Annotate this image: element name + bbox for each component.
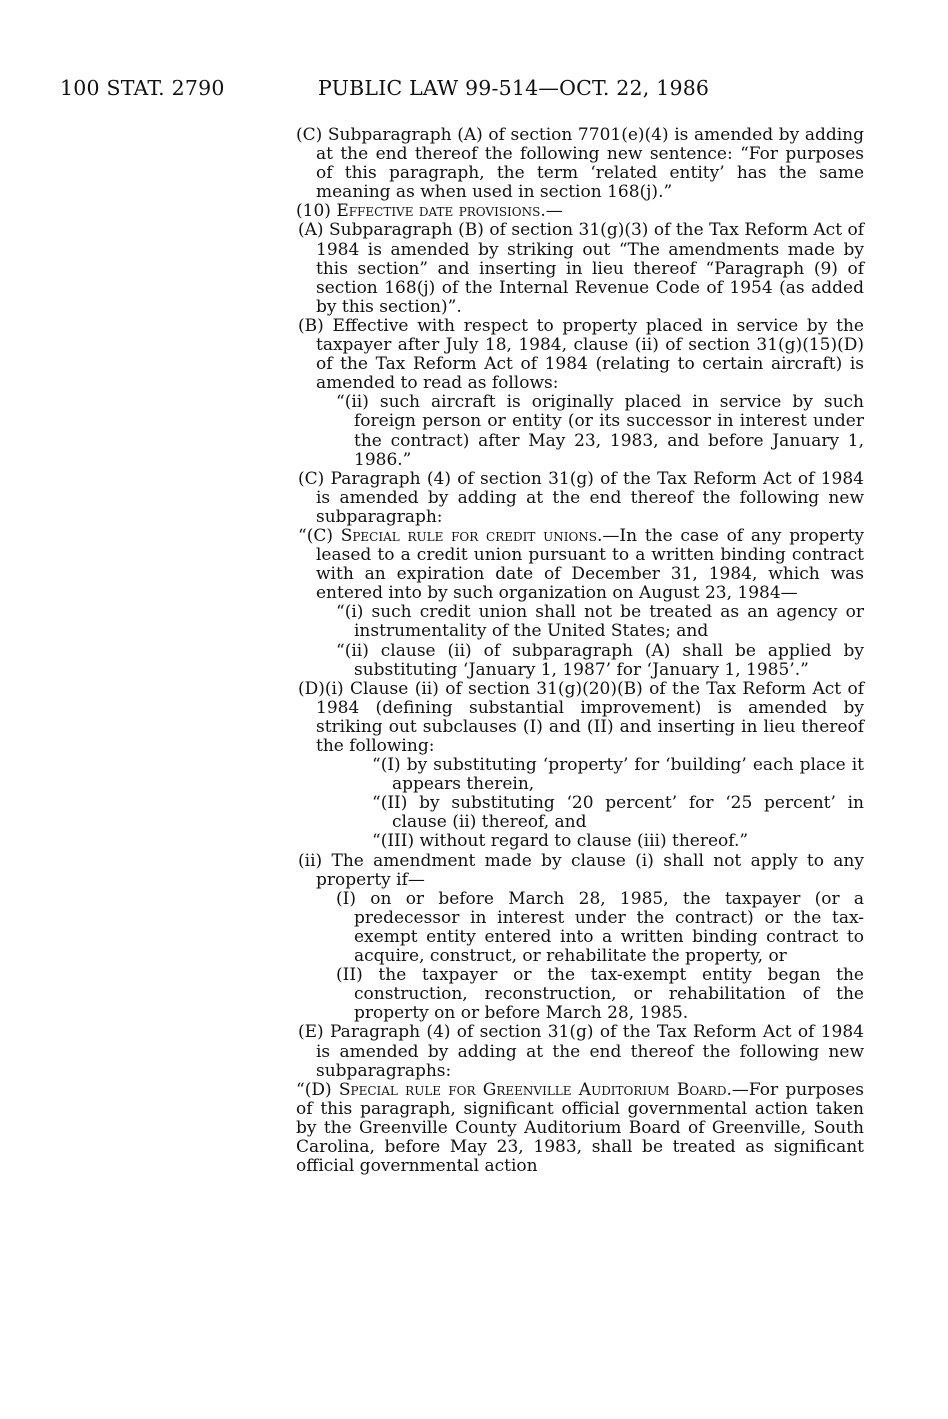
paragraph-10-e bbox=[296, 1023, 864, 1080]
paragraph-text: “(I) by substituting ‘property’ for ‘building’ each place it appears therein, bbox=[372, 755, 864, 795]
paragraph-text: (ii) The amendment made by clause (i) shall not apply to any property if— bbox=[298, 850, 864, 890]
paragraph-text: “(ii) such aircraft is originally placed in service by such foreign person or entity (or its successor in interest under the contract) after May 23, 1983, and before January 1, 1986.” bbox=[336, 392, 864, 470]
paragraph-text: (D)(i) Clause (ii) of section 31(g)(20)(B) of the Tax Reform Act of 1984 (defining substantial improvement) is amended by striking out subclauses (I) and (II) and inserting in lieu thereof the following: bbox=[298, 678, 864, 756]
paragraph-10-b bbox=[296, 317, 864, 393]
paragraph-10-a bbox=[296, 221, 864, 316]
paragraph-10-d-i bbox=[296, 680, 864, 756]
paragraph-text: — bbox=[545, 201, 563, 222]
stat-page-number: 100 STAT. 2790 bbox=[60, 76, 225, 100]
quoted-clause-i-credit-union bbox=[296, 603, 864, 641]
quoted-subclause-iii bbox=[296, 832, 864, 851]
subclause-ii-construction bbox=[296, 966, 864, 1023]
paragraph-10-c bbox=[296, 470, 864, 527]
law-title: PUBLIC LAW 99-514—OCT. 22, 1986 bbox=[318, 76, 710, 100]
paragraph-heading: Effective date provisions. bbox=[336, 201, 546, 222]
paragraph-heading: Special rule for credit unions. bbox=[340, 525, 603, 546]
paragraph-text: (II) the taxpayer or the tax-exempt entity began the construction, reconstruction, or rehabilitation of the property on or before March 28, 1985. bbox=[336, 965, 864, 1024]
paragraph-heading: Special rule for Greenville Auditorium Board. bbox=[338, 1079, 732, 1100]
paragraph-10-d-ii bbox=[296, 852, 864, 890]
statute-body bbox=[296, 126, 864, 1176]
paragraph-text: “(i) such credit union shall not be treated as an agency or instrumentality of the United States; and bbox=[336, 602, 864, 642]
paragraph-text: (I) on or before March 28, 1985, the taxpayer (or a predecessor in interest under the contract) or the tax-exempt entity entered into a written binding contract to acquire, construct, or rehabilitate the property, or bbox=[336, 888, 864, 967]
paragraph-text: —For purposes of this paragraph, significant official governmental action taken by the Greenville County Auditorium Board of Greenville, South Carolina, before May 23, 1983, shall be treated as significant official governmental action bbox=[296, 1079, 864, 1177]
quoted-subparagraph-d-greenville bbox=[296, 1081, 864, 1176]
paragraph-text: —In the case of any property leased to a credit union pursuant to a written binding contract with an expiration date of December 31, 1984, which was entered into by such organization on August 23, 1984— bbox=[316, 525, 864, 604]
subclause-i-binding-contract bbox=[296, 890, 864, 966]
paragraph-c-7701 bbox=[296, 126, 864, 202]
quoted-subclause-ii bbox=[296, 794, 864, 832]
paragraph-text: (E) Paragraph (4) of section 31(g) of the Tax Reform Act of 1984 is amended by adding at the end thereof the following new subparagraphs: bbox=[298, 1022, 864, 1081]
quoted-clause-ii-credit-union bbox=[296, 642, 864, 680]
quoted-subclause-i bbox=[296, 756, 864, 794]
paragraph-label: “(C) bbox=[298, 525, 341, 546]
paragraph-label: “(D) bbox=[296, 1079, 339, 1100]
paragraph-text: (B) Effective with respect to property placed in service by the taxpayer after July 18, 1984, clause (ii) of section 31(g)(15)(D) of the Tax Reform Act of 1984 (relating to certain aircraft) is amended to read as follows: bbox=[298, 315, 864, 394]
paragraph-text: “(II) by substituting ‘20 percent’ for ‘25 percent’ in clause (ii) thereof, and bbox=[372, 793, 864, 833]
quoted-subparagraph-c-credit-unions bbox=[296, 527, 864, 603]
quoted-clause-ii-aircraft bbox=[296, 393, 864, 469]
paragraph-label: (10) bbox=[296, 201, 337, 222]
paragraph-text: “(ii) clause (ii) of subparagraph (A) shall be applied by substituting ‘January 1, 1987’ for ‘January 1, 1985’.” bbox=[336, 640, 864, 680]
paragraph-text: (C) Paragraph (4) of section 31(g) of the Tax Reform Act of 1984 is amended by adding at the end thereof the following new subparagraph: bbox=[298, 468, 864, 527]
paragraph-text: “(III) without regard to clause (iii) thereof.” bbox=[372, 831, 749, 852]
paragraph-text: (C) Subparagraph (A) of section 7701(e)(4) is amended by adding at the end thereof the following new sentence: “For purposes of this paragraph, the term ‘related entity’ has the same meaning as when used in section 168(j).” bbox=[296, 125, 864, 203]
paragraph-10-heading bbox=[296, 202, 864, 221]
paragraph-text: (A) Subparagraph (B) of section 31(g)(3) of the Tax Reform Act of 1984 is amended by striking out “The amendments made by this section” and inserting in lieu thereof “Paragraph (9) of section 168(j) of the Internal Revenue Code of 1954 (as added by this section)”. bbox=[298, 220, 864, 317]
